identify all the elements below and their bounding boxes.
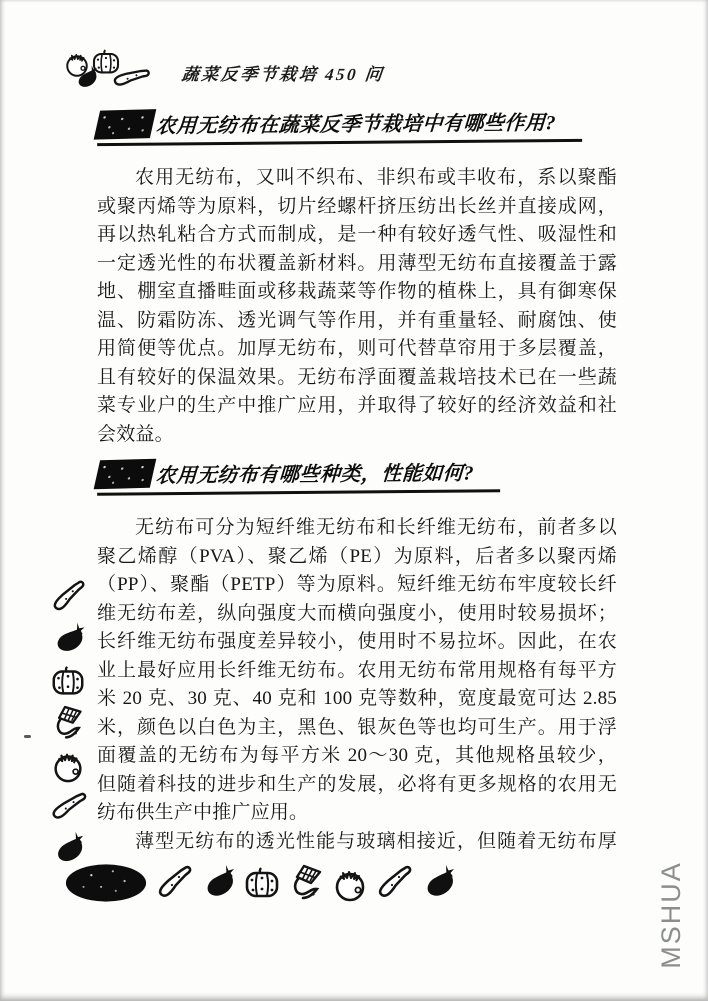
text-line: 纺布供生产中推广应用。 xyxy=(97,802,309,823)
cucumber-icon xyxy=(46,784,90,829)
scan-speck-mark xyxy=(24,735,31,738)
paragraph xyxy=(97,164,617,449)
question-number-box xyxy=(94,109,157,140)
question-number-box xyxy=(94,459,157,490)
text-line: 业上最好应用长纤维无纺布。农用无纺布常用规格有每平方 xyxy=(97,659,617,681)
greens-icon xyxy=(48,702,89,745)
bottom-vegetable-icons xyxy=(62,861,458,905)
text-line: 再以热轧粘合方式而制成，是一种有较好透气性、吸湿性和 xyxy=(97,224,617,245)
qa-sections xyxy=(97,108,617,856)
question-title: 农用无纺布有哪些种类，性能如何? xyxy=(155,462,475,488)
book-title: 蔬菜反季节栽培 450 问 xyxy=(180,64,386,84)
page-header xyxy=(60,48,385,96)
pepper-icon xyxy=(49,661,87,701)
cucumber-icon xyxy=(154,862,194,904)
text-line: 农用无纺布，又叫不织布、非织布或丰收布，系以聚酯 xyxy=(135,167,617,188)
question-title: 农用无纺布在蔬菜反季节栽培中有哪些作用? xyxy=(155,112,557,138)
paragraph xyxy=(97,828,617,857)
text-line: 一定透光性的布状覆盖新材料。用薄型无纺布直接覆盖于露 xyxy=(97,252,617,274)
question-heading xyxy=(97,106,582,146)
text-line: 会效益。 xyxy=(97,423,174,445)
pepper-icon xyxy=(242,862,282,904)
left-margin-vegetable-icons xyxy=(42,577,94,869)
text-line: 长纤维无纺布强度差异较小，使用时不易拉坏。因此，在农 xyxy=(97,631,617,652)
text-line: 无纺布可分为短纤维无纺布和长纤维无纺布，前者多以 xyxy=(135,517,617,538)
eggplant-icon xyxy=(47,617,89,661)
tomato-icon xyxy=(49,745,87,785)
watermark-text: MSHUA xyxy=(656,861,686,969)
text-line: 面覆盖的无纺布为每平方米 20～30 克，其他规格虽较少， xyxy=(97,745,617,766)
paragraph xyxy=(97,514,617,828)
text-line: 但随着科技的进步和生产的发展，必将有更多规格的农用无 xyxy=(97,773,617,795)
text-line: 温、防霜防冻、透光调气等作用，并有重量轻、耐腐蚀、使 xyxy=(97,309,617,331)
text-line: 菜专业户的生产中推广应用，并取得了较好的经济效益和社 xyxy=(97,395,617,416)
eggplant-icon xyxy=(198,862,238,904)
text-line: 维无纺布差，纵向强度大而横向强度小，使用时较易损坏； xyxy=(97,602,617,624)
text-line: 米，颜色以白色为主，黑色、银灰色等也均可生产。用于浮 xyxy=(97,716,617,738)
eggplant-icon xyxy=(418,862,458,904)
text-line: 或聚丙烯等为原料，切片经螺杆挤压纺出长丝并直接成网， xyxy=(97,195,617,217)
tomato-icon xyxy=(330,862,370,904)
greens-icon xyxy=(286,862,326,904)
text-line: 且有较好的保温效果。无纺布浮面覆盖栽培技术已在一些蔬 xyxy=(97,366,617,388)
text-line: 地、棚室直播畦面或移栽蔬菜等作物的植株上，具有御寒保 xyxy=(97,281,617,302)
text-line: （PP）、聚酯（PETP）等为原料。短纤维无纺布牢度较长纤 xyxy=(97,574,617,595)
vegetables-logo-icon xyxy=(60,48,160,96)
text-line: 米 20 克、30 克、40 克和 100 克等数种，宽度最宽可达 2.85 xyxy=(97,688,617,709)
cucumber-icon xyxy=(374,862,414,904)
melon-icon xyxy=(62,861,150,905)
cucumber-icon xyxy=(49,577,87,617)
text-line: 用简便等优点。加厚无纺布，则可代替草帘用于多层覆盖， xyxy=(97,338,617,359)
text-line: 聚乙烯醇（PVA）、聚乙烯（PE）为原料，后者多以聚丙烯 xyxy=(97,545,617,567)
question-heading xyxy=(97,456,500,496)
text-line: 薄型无纺布的透光性能与玻璃相接近，但随着无纺布厚 xyxy=(135,830,617,852)
